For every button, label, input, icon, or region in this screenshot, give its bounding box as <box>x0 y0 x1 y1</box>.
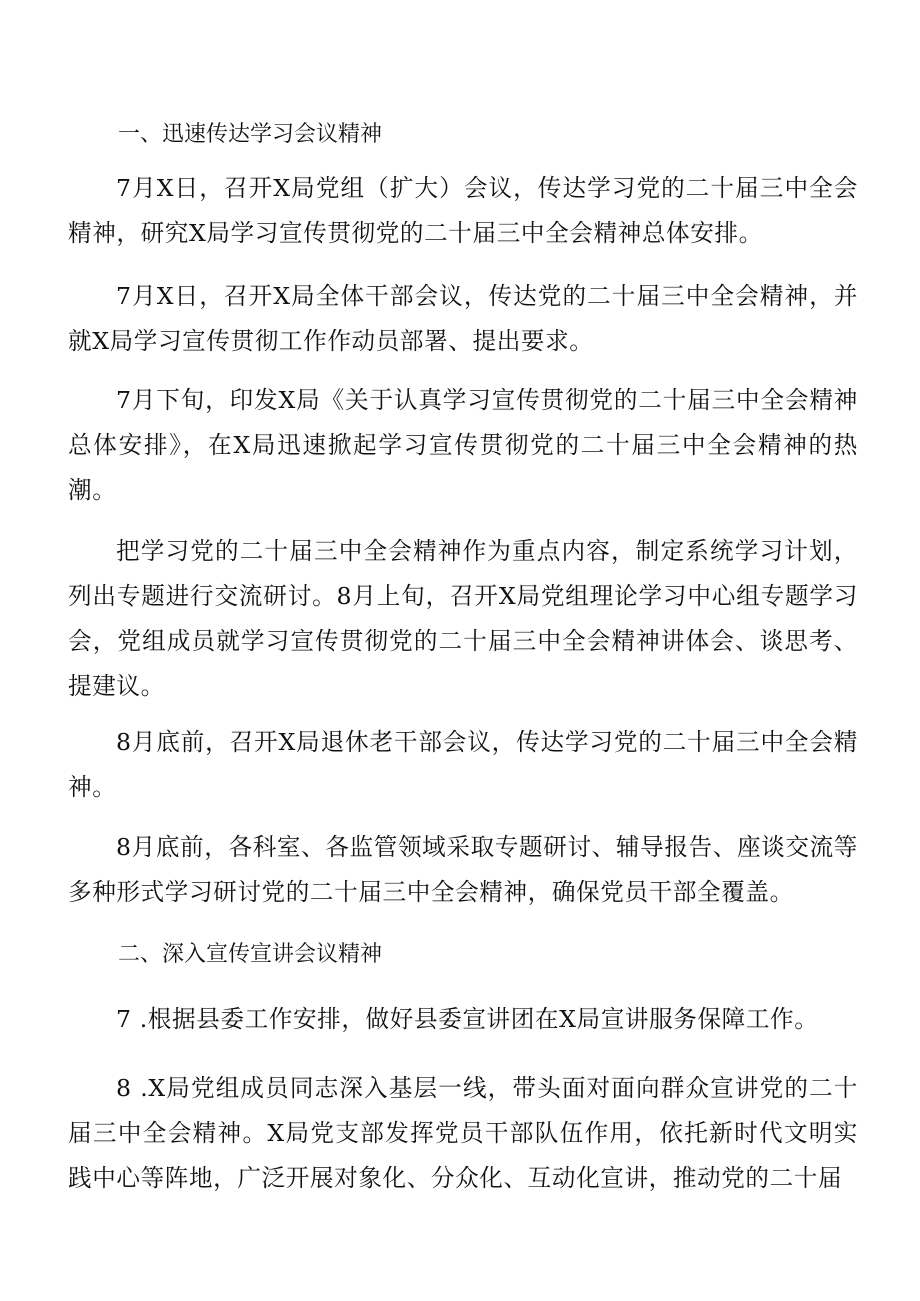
paragraph: 7月X日，召开X局党组（扩大）会议，传达学习党的二十届三中全会精神，研究X局学习宣传贯彻党的二十届三中全会精神总体安排。 <box>68 174 858 247</box>
paragraph: 8月底前，各科室、各监管领域采取专题研讨、辅导报告、座谈交流等多种形式学习研讨党的二十届三中全会精神，确保党员干部全覆盖。 <box>68 833 858 906</box>
paragraph: 7 .根据县委工作安排，做好县委宣讲团在X局宣讲服务保障工作。 <box>116 1005 819 1033</box>
paragraph: 把学习党的二十届三中全会精神作为重点内容，制定系统学习计划，列出专题进行交流研讨。8月上旬，召开X局党组理论学习中心组专题学习会，党组成员就学习宣传贯彻党的二十届三中全会精神讲体会、谈思考、提建议。 <box>68 537 858 700</box>
section-1-heading: 一、迅速传达学习会议精神 <box>118 122 383 147</box>
section-2-heading: 二、深入宣传宣讲会议精神 <box>118 942 383 967</box>
paragraph: 8月底前，召开X局退休老干部会议，传达学习党的二十届三中全会精神。 <box>68 728 858 801</box>
paragraph: 7月X日，召开X局全体干部会议，传达党的二十届三中全会精神，并就X局学习宣传贯彻工作作动员部署、提出要求。 <box>68 282 858 355</box>
paragraph: 7月下旬，印发X局《关于认真学习宣传贯彻党的二十届三中全会精神总体安排》，在X局迅速掀起学习宣传贯彻党的二十届三中全会精神的热潮。 <box>68 386 858 504</box>
paragraph: 8 .X局党组成员同志深入基层一线，带头面对面向群众宣讲党的二十届三中全会精神。X局党支部发挥党员干部队伍作用，依托新时代文明实践中心等阵地，广泛开展对象化、分众化、互动化宣讲，推动党的二十届 <box>68 1074 858 1192</box>
